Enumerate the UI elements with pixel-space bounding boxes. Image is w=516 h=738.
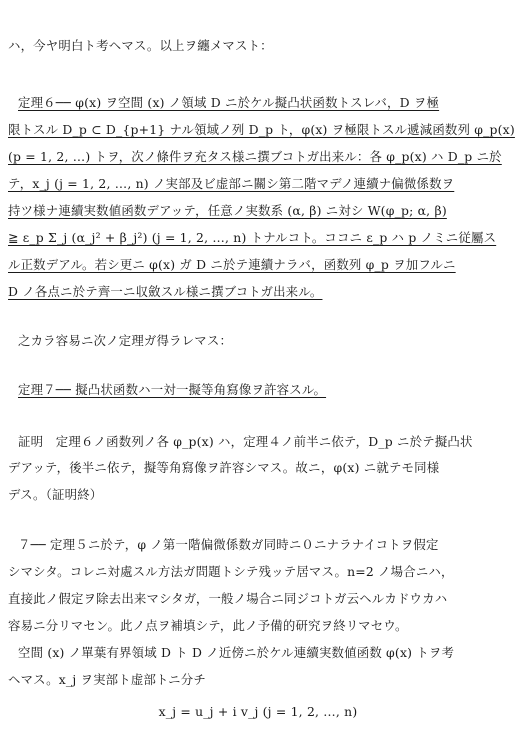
theorem-6-line-2: 限トスル D_p ⊂ D_{p+1} ナル領域ノ列 D_p ト，φ(x) ヲ極限トスル遞減函数列 φ_p(x) bbox=[8, 122, 515, 137]
theorem-7-line: 定理７── 擬凸状函数ハ一対一擬等角寫像ヲ許容スル。 bbox=[18, 382, 327, 397]
section-7-line-4: 容易ニ分リマセン。此ノ点ヲ補填シテ，此ノ予備的研究ヲ終リマセウ。 bbox=[8, 618, 408, 633]
section-7-line-6: ヘマス。x_j ヲ実部ト虚部トニ分チ bbox=[8, 672, 206, 687]
section-7-line-1: ７── 定理５ニ於テ，φ ノ第一階偏微係数ガ同時ニ０ニナラナイコトヲ假定 bbox=[18, 537, 439, 552]
theorem-6-line-6: ≧ ε_p Σ_j (α_j² + β_j²) (j = 1, 2, …, n) トナルコト。ココニ ε_p ハ p ノミニ従屬ス bbox=[8, 230, 497, 245]
theorem-6-line-4: テ，x_j (j = 1, 2, …, n) ノ実部及ビ虚部ニ關シ第二階マデノ連續ナ偏微係数ヲ bbox=[8, 176, 455, 191]
section-7-line-2: シマシタ。コレニ対處スル方法ガ問題トシテ残ッテ居マス。n=2 ノ場合ニハ， bbox=[8, 564, 454, 579]
transition-line: 之カラ容易ニ次ノ定理ガ得ラレマス： bbox=[18, 333, 233, 348]
theorem-6-line-8: D ノ各点ニ於テ齊一ニ収斂スル様ニ撰ブコトガ出来ル。 bbox=[8, 284, 323, 299]
proof-line-1: 証明 定理６ノ函数列ノ各 φ_p(x) ハ，定理４ノ前半ニ依テ，D_p ニ於テ擬凸状 bbox=[18, 434, 473, 449]
section-7-line-5: 空間 (x) ノ單葉有界領域 D ト D ノ近傍ニ於ケル連續実数値函数 φ(x) トヲ考 bbox=[18, 645, 455, 660]
theorem-6-line-1: 定理６── φ(x) ヲ空間 (x) ノ領域 D ニ於ケル擬凸状函数トスレバ，D ヲ極 bbox=[18, 95, 440, 110]
theorem-6-line-5: 持ツ様ナ連續実数値函数デアッテ，任意ノ実数系 (α, β) ニ対シ W(φ_p; α, β) bbox=[8, 203, 447, 218]
proof-line-3: デス。（証明終） bbox=[8, 487, 103, 502]
section-7-line-3: 直接此ノ假定ヲ除去出来マシタガ，一般ノ場合ニ同ジコトガ云ヘルカドウカハ bbox=[8, 591, 448, 606]
theorem-6-line-7: ル正数デアル。若シ更ニ φ(x) ガ D ニ於テ連續ナラバ，函数列 φ_p ヲ加フルニ bbox=[8, 257, 456, 272]
equation-line: x_j = u_j + i v_j (j = 1, 2, …, n) bbox=[158, 704, 358, 719]
proof-line-2: デアッテ，後半ニ依テ，擬等角寫像ヲ許容シマス。故ニ，φ(x) ニ就テモ同様 bbox=[8, 460, 440, 475]
intro-line: ハ，今ヤ明白ト考ヘマス。以上ヲ纏メマスト： bbox=[8, 38, 273, 53]
theorem-6-line-3: (p = 1, 2, …) トヲ，次ノ條件ヲ充タス様ニ撰ブコトガ出来ル：各 φ_p(x) ハ D_p ニ於 bbox=[8, 149, 502, 164]
